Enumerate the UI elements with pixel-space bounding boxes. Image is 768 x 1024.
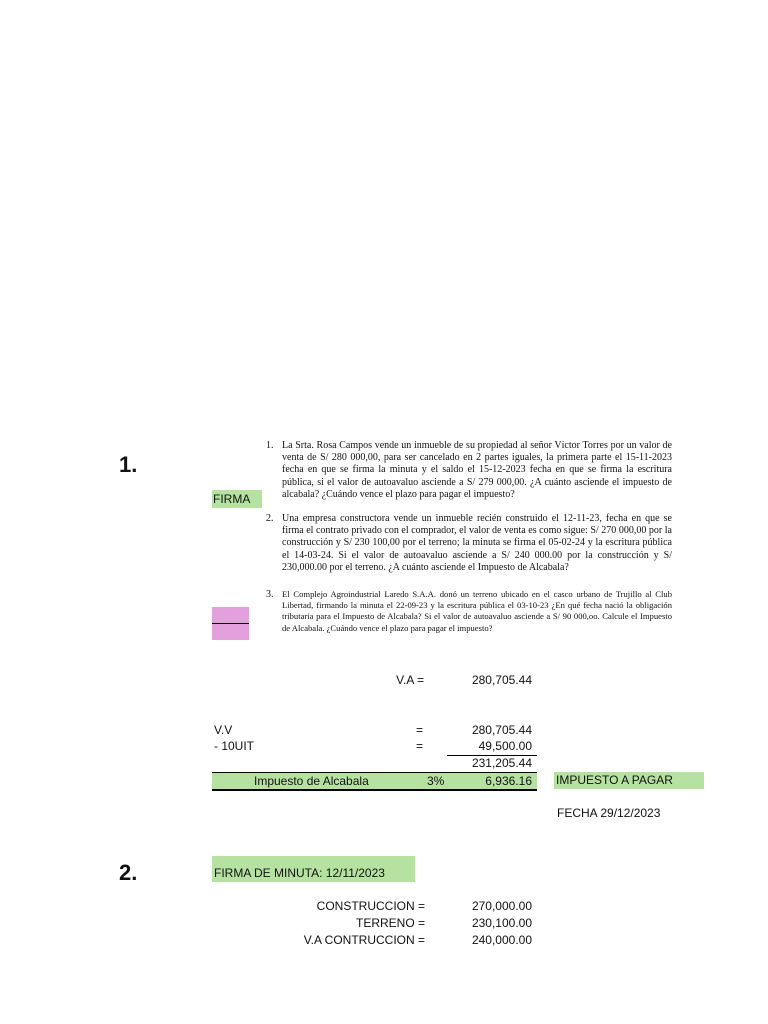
impuesto-a-pagar-cell[interactable] [554,772,704,789]
problem-2-text: Una empresa constructora vende un inmueble recién construido el 12-11-23, fecha en que se firma el contrato privado con el comprador, el valor de venta es como sigue: S/ 270 000,00 por la construcción y S/ 230 100,00 por el terreno; la minuta se firma el 05-02-24 y la escritura pública el 14-03-24. Si el valor de autoavaluo asciende a S/ 240 000.00 por la construcción y S/ 230,000.00 por el terreno. ¿A cuánto asciende el Impuesto de Alcabala? [282,513,672,573]
tax-row[interactable] [212,773,537,789]
pink-cell-bottom[interactable] [212,624,249,640]
uit-eq: = [416,739,424,753]
impuesto-a-pagar-label: IMPUESTO A PAGAR [556,773,673,787]
tax-row-bottom-rule [212,789,537,791]
va-label: V.A = [396,673,424,687]
problem-1-number: 1. [266,440,274,451]
tax-rate: 3% [427,774,445,788]
terreno-value[interactable]: 230,100.00 [471,916,532,930]
problem-3-text: El Complejo Agroindustrial Laredo S.A.A. donó un terreno ubicado en el casco urbano de Trujillo al Club Libertad, firmando la minuta el 22-09-23 y la escritura pública el 03-10-23 ¿En qué fecha nació la obligación tributaria para el Impuesto de Alcabala? Si el valor de autoavaluo asciende a S/ 90 000,oo. Calcule el Impuesto de Alcabala. ¿Cuándo vence el plazo para pagar el impuesto? [282,589,672,633]
firma-label-cell[interactable] [212,490,265,508]
pink-cell-top[interactable] [212,607,249,623]
section-2-number: 2. [119,860,138,885]
vv-label: V.V [214,723,233,737]
construccion-value[interactable]: 270,000.00 [471,899,532,913]
construccion-label: CONSTRUCCION = [316,899,425,913]
terreno-label: TERRENO = [355,916,425,930]
va-construccion-value[interactable]: 240,000.00 [471,933,532,947]
tax-label: Impuesto de Alcabala [254,774,369,788]
firma-minuta-cell[interactable] [212,856,415,882]
subtotal-value[interactable]: 231,205.44 [471,756,532,770]
problem-2-number: 2. [266,513,274,524]
fecha-label: FECHA 29/12/2023 [557,806,661,820]
firma-minuta-label: FIRMA DE MINUTA: 12/11/2023 [214,866,385,880]
section-1-number: 1. [119,452,138,477]
uit-value[interactable]: 49,500.00 [478,739,532,753]
tax-value: 6,936.16 [485,774,532,788]
vv-value[interactable]: 280,705.44 [471,723,532,737]
va-construccion-label: V.A CONTRUCCION = [303,933,425,947]
pink-cell-divider [212,623,249,624]
firma-label: FIRMA [213,492,251,506]
problem-1-text: La Srta. Rosa Campos vende un inmueble de su propiedad al señor Víctor Torres por un valor de venta de S/ 280 000,00, para ser cancelado en 2 partes iguales, la primera parte el 15-11-2023 fecha en que se firma la minuta y el saldo el 15-12-2023 fecha en que se firma la escritura pública, si el valor de autoavaluo asciende a S/ 279 000,00. ¿A cuánto asciende el impuesto de alcabala? ¿Cuándo vence el plazo para pagar el impuesto? [282,440,672,500]
problem-statements [262,436,674,650]
va-value[interactable]: 280,705.44 [471,673,532,687]
problem-3-number: 3. [266,589,274,600]
uit-label: - 10UIT [214,739,255,753]
vv-eq: = [416,723,424,737]
clipped-text-fragment [366,644,558,650]
